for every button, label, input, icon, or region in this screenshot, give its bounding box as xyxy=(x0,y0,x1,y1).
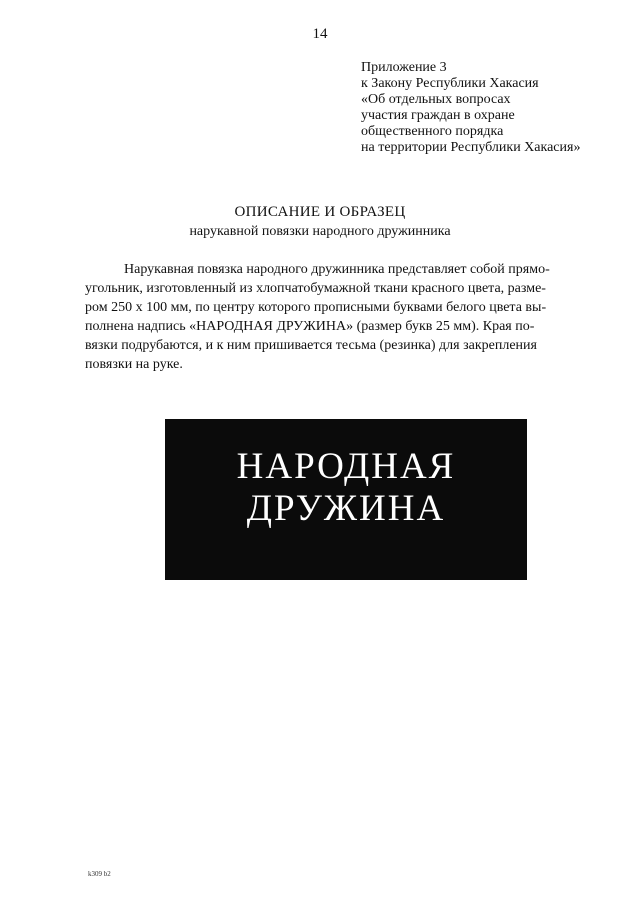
appendix-line: Приложение 3 xyxy=(361,60,447,75)
armband-inscription xyxy=(165,446,527,530)
appendix-block xyxy=(361,60,580,156)
body-line: угольник, изготовленный из хлопчатобумажной ткани красного цвета, разме- xyxy=(85,281,546,296)
body-line: полнена надпись «НАРОДНАЯ ДРУЖИНА» (размер букв 25 мм). Края по- xyxy=(85,319,535,334)
armband-line-2: ДРУЖИНА xyxy=(246,488,446,529)
appendix-line: общественного порядка xyxy=(361,124,504,139)
body-line: Нарукавная повязка народного дружинника представляет собой прямо- xyxy=(124,262,550,277)
appendix-line: «Об отдельных вопросах xyxy=(361,92,511,107)
body-line: вязки подрубаются, и к ним пришивается тесьма (резинка) для закрепления xyxy=(85,338,537,353)
appendix-line: к Закону Республики Хакасия xyxy=(361,76,539,91)
armband-line-1: НАРОДНАЯ xyxy=(236,446,456,487)
body-line: повязки на руке. xyxy=(85,357,183,372)
appendix-line: участия граждан в охране xyxy=(361,108,515,123)
appendix-line: на территории Республики Хакасия» xyxy=(361,140,581,155)
footer-code: k309 b2 xyxy=(88,870,111,878)
document-subtitle: нарукавной повязки народного дружинника xyxy=(189,224,451,239)
body-line: ром 250 х 100 мм, по центру которого прописными буквами белого цвета вы- xyxy=(85,300,547,315)
document-title: ОПИСАНИЕ И ОБРАЗЕЦ xyxy=(234,204,406,220)
body-paragraph xyxy=(85,260,550,374)
page-number: 14 xyxy=(312,26,328,42)
